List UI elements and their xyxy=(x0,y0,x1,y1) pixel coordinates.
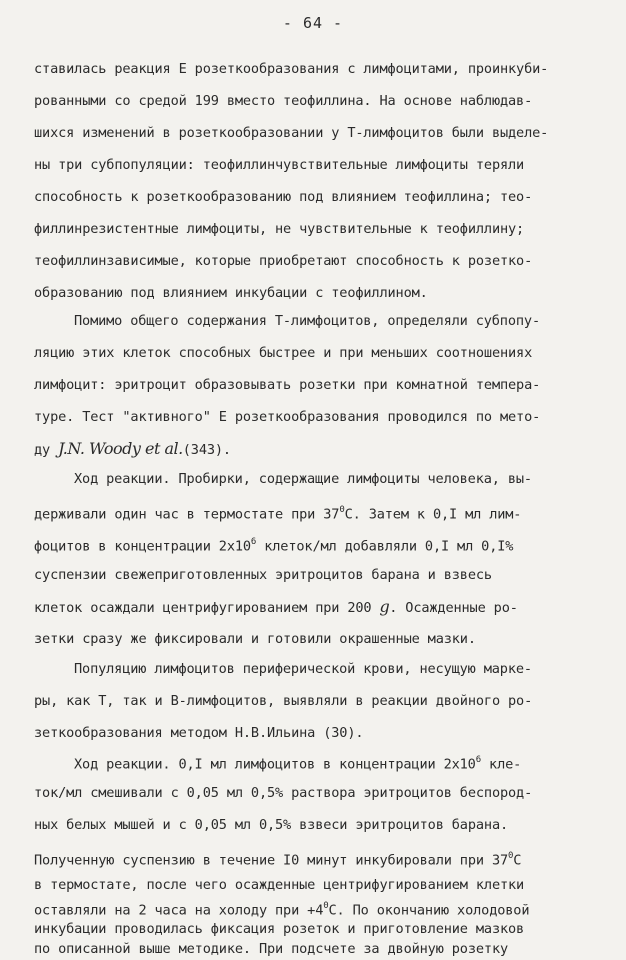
exponent-superscript: 6 xyxy=(475,755,481,765)
text-line: по описанной выше методике. При подсчете за двойную розетку xyxy=(34,941,509,957)
text-fragment: клеток осаждали центрифугированием при 200 xyxy=(34,600,380,616)
text-fragment: С xyxy=(513,852,522,869)
text-fragment: кле- xyxy=(481,756,522,773)
citation-prefix: ду xyxy=(34,442,51,458)
text-line xyxy=(34,898,529,920)
text-line xyxy=(34,848,521,870)
text-line: зеткообразования методом Н.В.Ильина (30). xyxy=(34,725,364,741)
text-line xyxy=(34,534,513,556)
text-fragment: клеток/мл добавляли 0,I мл 0,I% xyxy=(256,538,514,555)
degree-superscript: 0 xyxy=(323,901,329,911)
text-fragment: С. По окончанию холодовой xyxy=(328,902,530,919)
text-fragment: Ход реакции. 0,I мл лимфоцитов в концентрации 2x10 xyxy=(74,756,476,773)
citation-reference: (343). xyxy=(182,442,231,458)
text-fragment: . Осажденные ро- xyxy=(389,600,518,616)
text-line: ных белых мышей и с 0,05 мл 0,5% взвеси эритроцитов барана. xyxy=(34,817,509,833)
degree-superscript: 0 xyxy=(508,851,514,861)
text-line xyxy=(74,752,521,774)
text-line: филлинрезистентные лимфоциты, не чувствительные к теофиллину; xyxy=(34,221,525,237)
text-line: лимфоцит: эритроцит образовывать розетки при комнатной темпера- xyxy=(34,377,541,393)
text-line: суспензии свежеприготовленных эритроцитов барана и взвесь xyxy=(34,567,492,583)
text-line: зетки сразу же фиксировали и готовили окрашенные мазки. xyxy=(34,631,476,647)
text-line: ставилась реакция Е розеткообразования с лимфоцитами, проинкуби- xyxy=(34,61,549,77)
text-line: способность к розеткообразованию под влиянием теофиллина; тео- xyxy=(34,189,533,205)
text-line xyxy=(34,502,521,524)
text-line: ры, как Т, так и В-лимфоцитов, выявляли в реакции двойного ро- xyxy=(34,693,533,709)
page-number: - 64 - xyxy=(282,14,344,32)
text-fragment: фоцитов в концентрации 2x10 xyxy=(34,538,251,555)
text-line xyxy=(34,598,518,617)
text-line: шихся изменений в розеткообразовании у Т-лимфоцитов были выделе- xyxy=(34,125,549,141)
degree-superscript: 0 xyxy=(339,505,345,515)
text-line: в термостате, после чего осажденные центрифугированием клетки xyxy=(34,877,525,893)
citation-line xyxy=(34,440,231,459)
text-line: образованию под влиянием инкубации с теофиллином. xyxy=(34,285,428,301)
text-fragment: оставляли на 2 часа на холоду при +4 xyxy=(34,902,324,919)
text-line: Помимо общего содержания Т-лимфоцитов, определяли субпопу- xyxy=(74,313,540,329)
handwritten-unit: g xyxy=(379,597,390,616)
exponent-superscript: 6 xyxy=(250,537,257,547)
text-line: рованными со средой 199 вместо теофиллина. На основе наблюдав- xyxy=(34,93,533,109)
text-line: Ход реакции. Пробирки, содержащие лимфоциты человека, вы- xyxy=(74,471,532,487)
text-line: ны три субпопуляции: теофиллинчувствительные лимфоциты теряли xyxy=(34,157,525,173)
text-line: теофиллинзависимые, которые приобретают способность к розетко- xyxy=(34,253,533,269)
text-line: ляцию этих клеток способных быстрее и при меньших соотношениях xyxy=(34,345,533,361)
handwritten-author: J.N. Woody et al. xyxy=(58,439,183,458)
text-line: ток/мл смешивали с 0,05 мл 0,5% раствора эритроцитов беспород- xyxy=(34,785,533,801)
text-fragment: С. Затем к 0,I мл лим- xyxy=(344,506,522,523)
text-fragment: Полученную суспензию в течение I0 минут инкубировали при 37 xyxy=(34,852,509,869)
text-line: туре. Тест "активного" Е розеткообразования проводился по мето- xyxy=(34,409,541,425)
text-line: инкубации проводилась фиксация розеток и приготовление мазков xyxy=(34,921,525,937)
text-line: Популяцию лимфоцитов периферической крови, несущую марке- xyxy=(74,661,532,677)
text-fragment: держивали один час в термостате при 37 xyxy=(34,506,340,523)
